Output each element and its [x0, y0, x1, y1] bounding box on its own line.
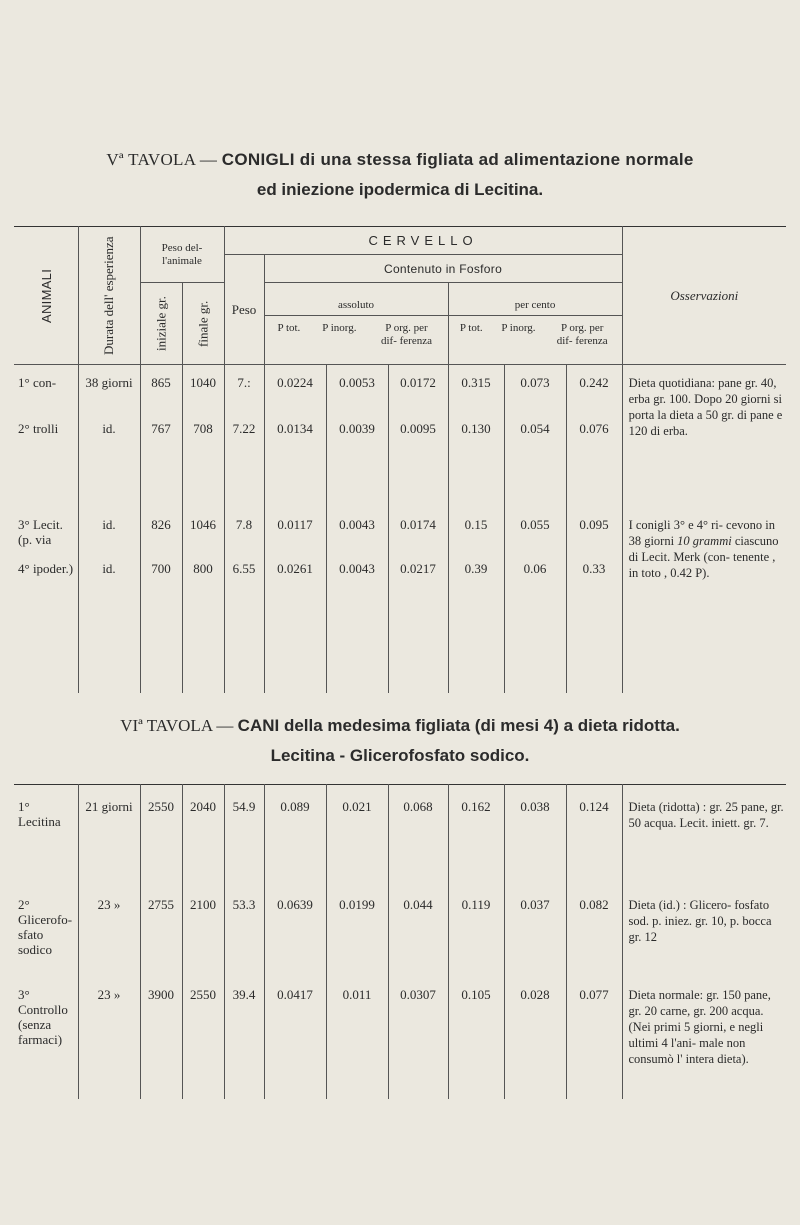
table5-subtitle: ed iniezione ipodermica di Lecitina. [256, 180, 544, 199]
header-peso: Peso [224, 255, 264, 365]
header-assoluto: assoluto P tot. P inorg. P org. per dif- ferenza [264, 283, 448, 365]
observations-dog-1: Dieta (ridotta) : gr. 25 pane, gr. 50 acqua. Lecit. iniett. gr. 7. [628, 800, 784, 830]
header-finale: finale gr. [182, 283, 224, 365]
header-peso-animale: Peso del- l'animale [140, 227, 224, 283]
header-iniziale: iniziale gr. [140, 283, 182, 365]
table6-subtitle: Lecitina - Glicerofosfato sodico. [270, 746, 530, 765]
table-row: 2° Glicerofo- sfato sodico 23 » 2755 2100 53.3 0.0639 0.0199 0.044 0.119 0.037 0.082 Dieta (id.) : Glicero- fosfato sod. p. iniez. gr. 10, p. bocca gr. 12 [14, 883, 786, 973]
table-row: 2° trolli id. 767 708 7.22 0.0134 0.0039 0.0095 0.130 0.054 0.076 [14, 413, 786, 509]
observations-dog-3: Dieta normale: gr. 150 pane, gr. 20 carne, gr. 200 acqua. (Nei primi 5 giorni, e negli ultimi 4 l'ani- male non consumò l' intera dieta). [628, 988, 771, 1066]
table-row: 1° Lecitina 21 giorni 2550 2040 54.9 0.089 0.021 0.068 0.162 0.038 0.124 Dieta (ridotta) : gr. 25 pane, gr. 50 acqua. Lecit. iniett. gr. 7. [14, 785, 786, 884]
table-row: 3° Lecit. (p. via id. 826 1046 7.8 0.0117 0.0043 0.0174 0.15 0.055 0.095 I conigli 3° e 4° ri- cevono in 38 giorni 10 grammi ciascuno di Lecit. Merk (con- tenente , in toto , 0.42 P). [14, 509, 786, 553]
observations-dog-2: Dieta (id.) : Glicero- fosfato sod. p. iniez. gr. 10, p. bocca gr. 12 [628, 898, 772, 944]
header-animali: ANIMALI [14, 227, 78, 365]
header-per-cento: per cento P tot. P inorg. P org. per dif- ferenza [448, 283, 622, 365]
table5 [14, 226, 786, 693]
header-cervello: CERVELLO [224, 227, 622, 255]
table5-title: Vª TAVOLA — CONIGLI di una stessa figliata ad alimentazione normale [106, 150, 694, 169]
header-osservazioni: Osservazioni [622, 227, 786, 365]
observations-1: Dieta quotidiana: pane gr. 40, erba gr. 100. Dopo 20 giorni si porta la dieta a 50 gr. di pane e 120 di erba. [622, 365, 786, 510]
observations-2: I conigli 3° e 4° ri- cevono in 38 giorni 10 grammi ciascuno di Lecit. Merk (con- tenente , in toto , 0.42 P). [628, 518, 779, 580]
header-durata: Durata dell' esperienza [78, 227, 140, 365]
header-contenuto: Contenuto in Fosforo [264, 255, 622, 283]
table-row: 1° con- 38 giorni 865 1040 7.: 0.0224 0.0053 0.0172 0.315 0.073 0.242 Dieta quotidiana: pane gr. 40, erba gr. 100. Dopo 20 giorni si porta la dieta a 50 gr. di pane e 120 di erba. [14, 365, 786, 414]
table-row: 3° Controllo (senza farmaci) 23 » 3900 2550 39.4 0.0417 0.011 0.0307 0.105 0.028 0.077 Dieta normale: gr. 150 pane, gr. 20 carne, gr. 200 acqua. (Nei primi 5 giorni, e negli ultimi 4 l'ani- male non consumò l' intera dieta). [14, 973, 786, 1099]
table6-title: VIª TAVOLA — CANI della medesima figliata (di mesi 4) a dieta ridotta. [120, 716, 680, 735]
table6 [14, 784, 786, 1099]
table-row: 4° ipoder.) id. 700 800 6.55 0.0261 0.0043 0.0217 0.39 0.06 0.33 [14, 553, 786, 693]
